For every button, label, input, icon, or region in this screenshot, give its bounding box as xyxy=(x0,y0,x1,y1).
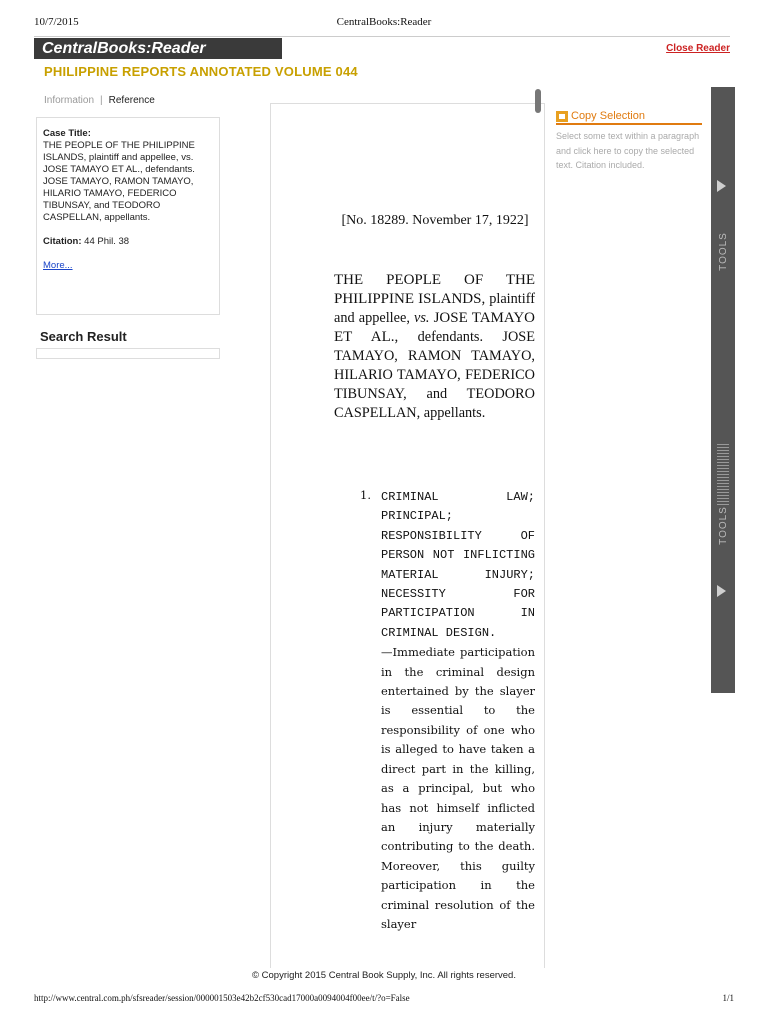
sidebar-tabs xyxy=(44,95,155,106)
search-result-box xyxy=(36,348,220,359)
tools-toggle-top[interactable] xyxy=(711,221,735,281)
play-arrow-icon[interactable] xyxy=(717,180,726,192)
parties-part-2: plaintiff and appellee, xyxy=(334,291,535,326)
search-result-heading: Search Result xyxy=(40,329,127,344)
case-title-label: Case Title: xyxy=(43,128,91,139)
copy-selection-label: Copy Selection xyxy=(571,110,645,122)
tools-toggle-bottom[interactable] xyxy=(711,495,735,555)
tab-reference[interactable]: Reference xyxy=(108,95,155,106)
play-arrow-icon[interactable] xyxy=(717,585,726,597)
syllabus-number: 1. xyxy=(360,488,371,502)
tools-label-bottom: TOOLS xyxy=(717,505,729,545)
book-title: PHILIPPINE REPORTS ANNOTATED VOLUME 044 xyxy=(44,64,358,79)
print-date: 10/7/2015 xyxy=(34,16,79,28)
case-number-heading: [No. 18289. November 17, 1922] xyxy=(341,213,529,228)
parties-part-4: defendants. JOSE TAMAYO, RAMON TAMAYO, HILARIO TAMAYO, FEDERICO TIBUNSAY, and TEODORO CASPELLAN, appellants. xyxy=(334,329,535,421)
copy-selection-panel xyxy=(556,110,702,173)
copyright-footer: © Copyright 2015 Central Book Supply, Inc. All rights reserved. xyxy=(252,970,516,981)
print-page-number: 1/1 xyxy=(722,993,734,1003)
syllabus-item xyxy=(360,488,535,934)
more-link[interactable]: More... xyxy=(43,260,73,271)
copy-selection-description: Select some text within a paragraph and click here to copy the selected text. Citation included. xyxy=(556,131,700,170)
case-title-text: THE PEOPLE OF THE PHILIPPINE ISLANDS, plaintiff and appellee, vs. JOSE TAMAYO ET AL., defendants. JOSE TAMAYO, RAMON TAMAYO, HILARIO TAMAYO, FEDERICO TIBUNSAY, and TEODORO CASPELLAN, appellants. xyxy=(43,140,195,223)
case-parties-paragraph xyxy=(334,271,535,423)
print-url: http://www.central.com.ph/sfsreader/session/000001503e42b2cf530cad17000a0094004f00ee/t/?o=False xyxy=(34,993,410,1003)
case-info-panel xyxy=(36,117,220,315)
syllabus-body: —Immediate participation in the criminal design entertained by the slayer is essential to the responsibility of one who is alleged to have taken a direct part in the killing, as a principal, but who has not himself inflicted an injury materially contributing to the death. Moreover, this guilty participation in the criminal resolution of the slayer xyxy=(381,645,535,931)
citation-label: Citation: xyxy=(43,236,82,247)
header-divider xyxy=(34,36,730,37)
print-title: CentralBooks:Reader xyxy=(336,16,432,28)
tab-separator: | xyxy=(100,95,103,106)
parties-vs: vs. xyxy=(414,310,430,326)
tab-information[interactable]: Information xyxy=(44,95,95,106)
copy-selection-button[interactable] xyxy=(556,110,702,125)
parties-part-1: THE PEOPLE OF THE PHILIPPINE ISLANDS, xyxy=(334,272,535,307)
tools-label-top: TOOLS xyxy=(717,231,729,271)
close-reader-link[interactable]: Close Reader xyxy=(666,43,730,54)
copy-icon xyxy=(556,111,568,122)
brand-logo: CentralBooks:Reader xyxy=(34,38,282,59)
citation-value: 44 Phil. 38 xyxy=(84,236,130,247)
parties-part-3: JOSE TAMAYO ET AL., xyxy=(334,310,536,345)
syllabus-heading: CRIMINAL LAW; PRINCIPAL; RESPONSIBILITY OF PERSON NOT INFLICTING MATERIAL INJURY; NECESSITY FOR PARTICIPATION IN CRIMINAL DESIGN. xyxy=(381,490,535,640)
tools-sidebar xyxy=(711,87,735,693)
citation-row xyxy=(43,236,213,248)
document-scroll-handle[interactable] xyxy=(535,89,541,113)
